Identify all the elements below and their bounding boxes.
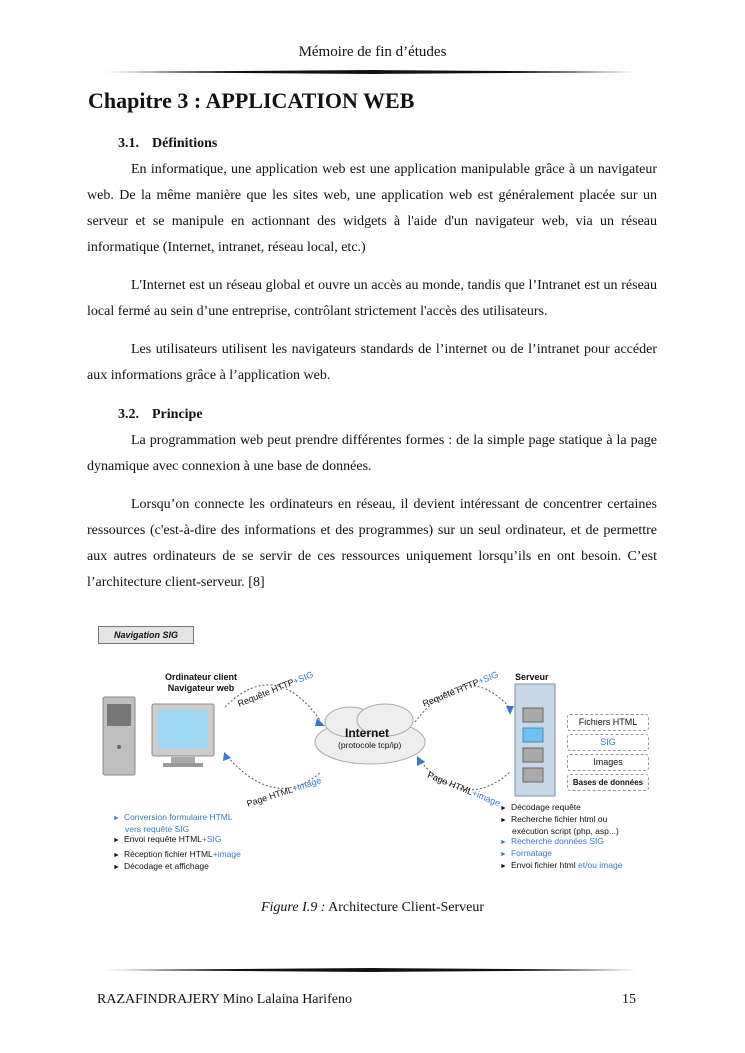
paragraph: Les utilisateurs utilisent les navigateurs standards de l’internet ou de l’intranet pour accéder aux informations grâce à l’application web. bbox=[87, 342, 657, 383]
step-text: exécution script (php, asp...) bbox=[512, 826, 619, 836]
client-step: ► Conversion formulaire HTML vers requête SIG ► Envoi requête HTML+SIG ► Réception fichier HTML+image ► Décodage et affichage bbox=[113, 812, 241, 871]
step-plus: et/ou image bbox=[578, 860, 623, 870]
paragraph: La programmation web peut prendre différentes formes : de la simple page statique à la page dynamique avec connexion à une base de données. bbox=[87, 433, 657, 474]
server-box-sig: SIG bbox=[567, 734, 649, 751]
paragraph: L'Internet est un réseau global et ouvre un accès au monde, tandis que l’Intranet est un réseau local fermé au sein d’une entreprise, contrôlant strictement l'accès des utilisateurs. bbox=[87, 278, 657, 319]
running-header: Mémoire de fin d’études bbox=[298, 44, 447, 60]
footer-rule bbox=[105, 968, 640, 972]
server-box-images: Images bbox=[567, 754, 649, 771]
chapter-title: Chapitre 3 : APPLICATION WEB bbox=[88, 88, 415, 113]
response-text: Page HTML bbox=[425, 769, 475, 798]
step-text: Décodage et affichage bbox=[123, 861, 209, 871]
step-text: Décodage requête bbox=[510, 802, 581, 812]
page-number: 15 bbox=[622, 992, 636, 1007]
request-text: Requête HTTP bbox=[236, 677, 296, 709]
header-rule bbox=[105, 70, 640, 74]
client-server-figure bbox=[95, 622, 665, 871]
section-number: 3.2. bbox=[118, 407, 139, 422]
client-label bbox=[161, 672, 241, 694]
step-text: Réception fichier HTML bbox=[123, 849, 213, 859]
response-plus: +image bbox=[470, 787, 502, 809]
client-label-line: Ordinateur client bbox=[164, 672, 237, 682]
step-plus: +image bbox=[212, 849, 241, 859]
step-text: vers requête SIG bbox=[125, 824, 190, 834]
server-label: Serveur bbox=[515, 672, 549, 682]
request-plus: +SIG bbox=[476, 669, 500, 687]
section-heading-principe bbox=[118, 407, 203, 423]
step-text: Envoi requête HTML bbox=[123, 834, 202, 844]
step-text: Conversion formulaire HTML bbox=[123, 812, 233, 822]
step-text: Recherche fichier html ou bbox=[510, 814, 608, 824]
section-title: Définitions bbox=[152, 136, 218, 151]
navigation-label: Navigation SIG bbox=[98, 626, 194, 644]
server-box-html: Fichiers HTML bbox=[567, 714, 649, 731]
response-plus: +image bbox=[291, 775, 323, 794]
server-box-database: Bases de données bbox=[567, 774, 649, 791]
request-plus: +SIG bbox=[291, 669, 315, 687]
paragraph: En informatique, une application web est une application manipulable grâce à un navigateur web. De la même manière que les sites web, une application web est généralement placée sur un serveur et se manipule en actionnant des widgets à l'aide d'un navigateur web, via un réseau informatique (Internet, intranet, réseau local, etc.) bbox=[87, 162, 657, 255]
caption-prefix: Figure I.9 : bbox=[260, 900, 326, 915]
caption-text: Architecture Client-Serveur bbox=[325, 900, 485, 915]
server-rack-icon bbox=[515, 684, 555, 796]
step-text: Formatage bbox=[510, 848, 553, 858]
server-step: ► Décodage requête ► Recherche fichier html ou exécution script (php, asp...) ► Recherche données SIG ► Formatage ► Envoi fichier html et/ou image bbox=[500, 802, 623, 870]
section-number: 3.1. bbox=[118, 136, 139, 151]
section-heading-definitions bbox=[118, 136, 217, 152]
response-text: Page HTML bbox=[245, 784, 295, 809]
section-title: Principe bbox=[152, 407, 203, 422]
monitor-icon bbox=[152, 704, 214, 767]
step-plus: +SIG bbox=[201, 834, 222, 844]
step-text: Recherche données SIG bbox=[510, 836, 605, 846]
internet-protocol: (protocole tcp/ip) bbox=[338, 740, 402, 750]
figure-caption bbox=[0, 900, 745, 916]
pc-tower-icon bbox=[103, 697, 135, 775]
step-text: Envoi fichier html bbox=[510, 860, 576, 870]
footer-author: RAZAFINDRAJERY Mino Lalaina Harifeno bbox=[97, 992, 352, 1007]
request-text: Requête HTTP bbox=[421, 677, 481, 709]
internet-label: Internet bbox=[345, 726, 390, 740]
paragraph: Lorsqu’on connecte les ordinateurs en réseau, il devient intéressant de concentrer certaines ressources (c'est-à-dire des informations et des programmes) sur un seul ordinateur, et de permettre aux autres ordinateurs de se servir de ces ressources uniquement lorsqu’ils en ont besoin. C’est l’architecture client-serveur. [8] bbox=[87, 497, 657, 590]
client-label-line: Navigateur web bbox=[167, 683, 235, 693]
